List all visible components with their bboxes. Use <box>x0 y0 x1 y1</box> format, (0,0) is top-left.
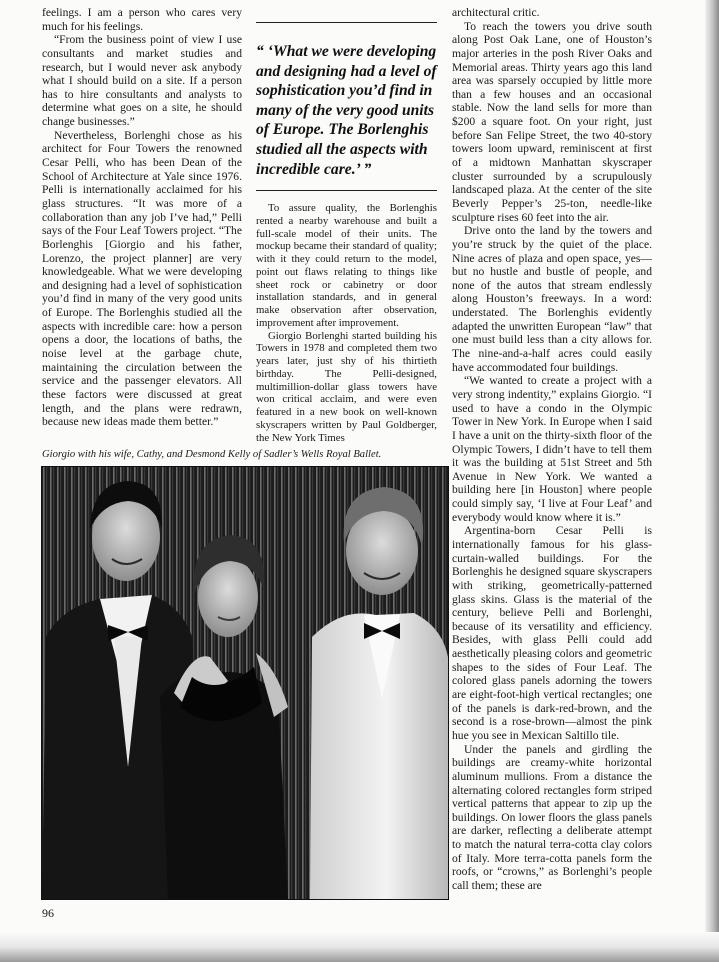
paragraph: architectural critic. <box>452 6 540 19</box>
paragraph: To reach the towers you drive south along Post Oak Lane, one of Houston’s major arteries in the posh River Oaks and Memorial areas. Thirty years ago this land area was sparsely occupied by little more than a few houses and an occasional stable. Now the land sells for more than $200 a square foot. On your right, just before San Felipe Street, the two 40-story towers loom upward, reminiscent at first of a midtown Manhattan skyscraper cluster surrounded by a scrupulously landscaped plaza. At the center of the site Beverly Pepper’s 25-ton, needle-like sculpture rises 60 feet into the air. <box>452 19 652 224</box>
page-number: 96 <box>42 906 54 920</box>
photo-caption: Giorgio with his wife, Cathy, and Desmond Kelly of Sadler’s Wells Royal Ballet. <box>42 449 382 460</box>
pull-quote: “ ‘What we were developing and designing had a level of sophistication you’d find in many of the very good units of Europe. The Borlenghis studied all the aspects with incredible care.’ ” <box>256 43 437 178</box>
paragraph: “From the business point of view I use consultants and market studies and research, but I would never ask anybody what I should build on a site. If a person has to hire consultants and analysts to determine what goes on a site, he should change businesses.” <box>42 33 242 129</box>
article-column-3 <box>452 6 652 893</box>
page-edge-shadow <box>705 0 719 962</box>
pull-quote-bottom-rule <box>256 190 437 191</box>
paragraph: Drive onto the land by the towers and you’re struck by the quiet of the place. Nine acres of plaza and open space, yes—but no hustle and bustle of people, and none of the autos that stream endlessly along Houston’s freeways. In a word: understated. The Borlenghis evidently adapted the unwritten European “law” that one must build less than a city allows for. The nine-and-a-half acres could easily have accommodated four buildings. <box>452 224 652 374</box>
article-column-1 <box>42 6 242 429</box>
paragraph: “We wanted to create a project with a very strong indentity,” explains Giorgio. “I used to have a condo in the Olympic Tower in New York. In Europe when I said I have a unit on the thirty-sixth floor of the Olympic Towers, I didn’t have to tell them it was the building at 51st Street and 5th Avenue in New York. We wanted a building here [in Houston] where people could simply say, ‘I live at Four Leaf’ and everybody would know where it is.” <box>452 374 652 524</box>
group-photo <box>41 466 449 900</box>
pull-quote-top-rule <box>256 22 437 23</box>
article-column-2 <box>256 202 437 445</box>
scan-bottom-edge <box>0 932 719 962</box>
paragraph: Argentina-born Cesar Pelli is internationally famous for his glass-curtain-walled buildings. For the Borlenghis he designed square skyscrapers with striking, geometrically-patterned glass skins. Glass is the material of the century, believe Pelli and Borlenghi, because of its versatility and efficiency. Besides, with glass Pelli could add aesthetically pleasing colors and geometric shapes to the sides of Four Leaf. The colored glass panels adorning the towers are eight-foot-high vertical rectangles; one of the panels is dark-red-brown, and the second is a rose-brown—almost the pink hue you see in Mexican Saltillo tile. <box>452 524 652 742</box>
paragraph: To assure quality, the Borlenghis rented a nearby warehouse and built a full-scale model of their units. The mockup became their standard of quality; with it they could return to the model, point out flaws relating to things like sheet rock or cabinetry or door installation standards, and in general make observation after observation, improvement after improvement. <box>256 202 437 329</box>
paragraph: Giorgio Borlenghi started building his Towers in 1978 and completed them two years later, just shy of his thirtieth birthday. The Pelli-designed, multimillion-dollar glass towers have won critical acclaim, and were even featured in a new book on well-known skyscrapers written by Paul Goldberger, the New York Times <box>256 329 437 444</box>
paragraph: feelings. I am a person who cares very much for his feelings. <box>42 6 242 33</box>
paragraph: Nevertheless, Borlenghi chose as his architect for Four Towers the renowned Cesar Pelli, who has been Dean of the School of Architecture at Yale since 1976. Pelli is internationally acclaimed for his glass structures. “It was more of a collaboration than any job I’ve had,” Pelli says of the Four Leaf Towers project. “The Borlenghis [Giorgio and his father, Lorenzo, the project planner] are very knowledgeable. What we were developing and designing had a level of sophistication you’d find in many of the very good units of Europe. The Borlenghis studied all the aspects with incredible care: how a person opens a door, the locations of baths, the noise level at the garbage chute, maintaining the circulation between the service and the passenger elevators. All these factors were discussed at great length, and the plans were redrawn, because new ideas made them better.” <box>42 128 242 429</box>
paragraph: Under the panels and girdling the buildings are creamy-white horizontal aluminum mullions. From a distance the alternating colored rectangles form striped vertical patterns that appear to zip up the buildings. On lower floors the glass panels are darker, reflecting a deliberate attempt to match the natural terra-cotta clay colors of Italy. More terra-cotta panels form the roofs, or “crowns,” as Borlenghi’s people call them; these are <box>452 742 652 892</box>
